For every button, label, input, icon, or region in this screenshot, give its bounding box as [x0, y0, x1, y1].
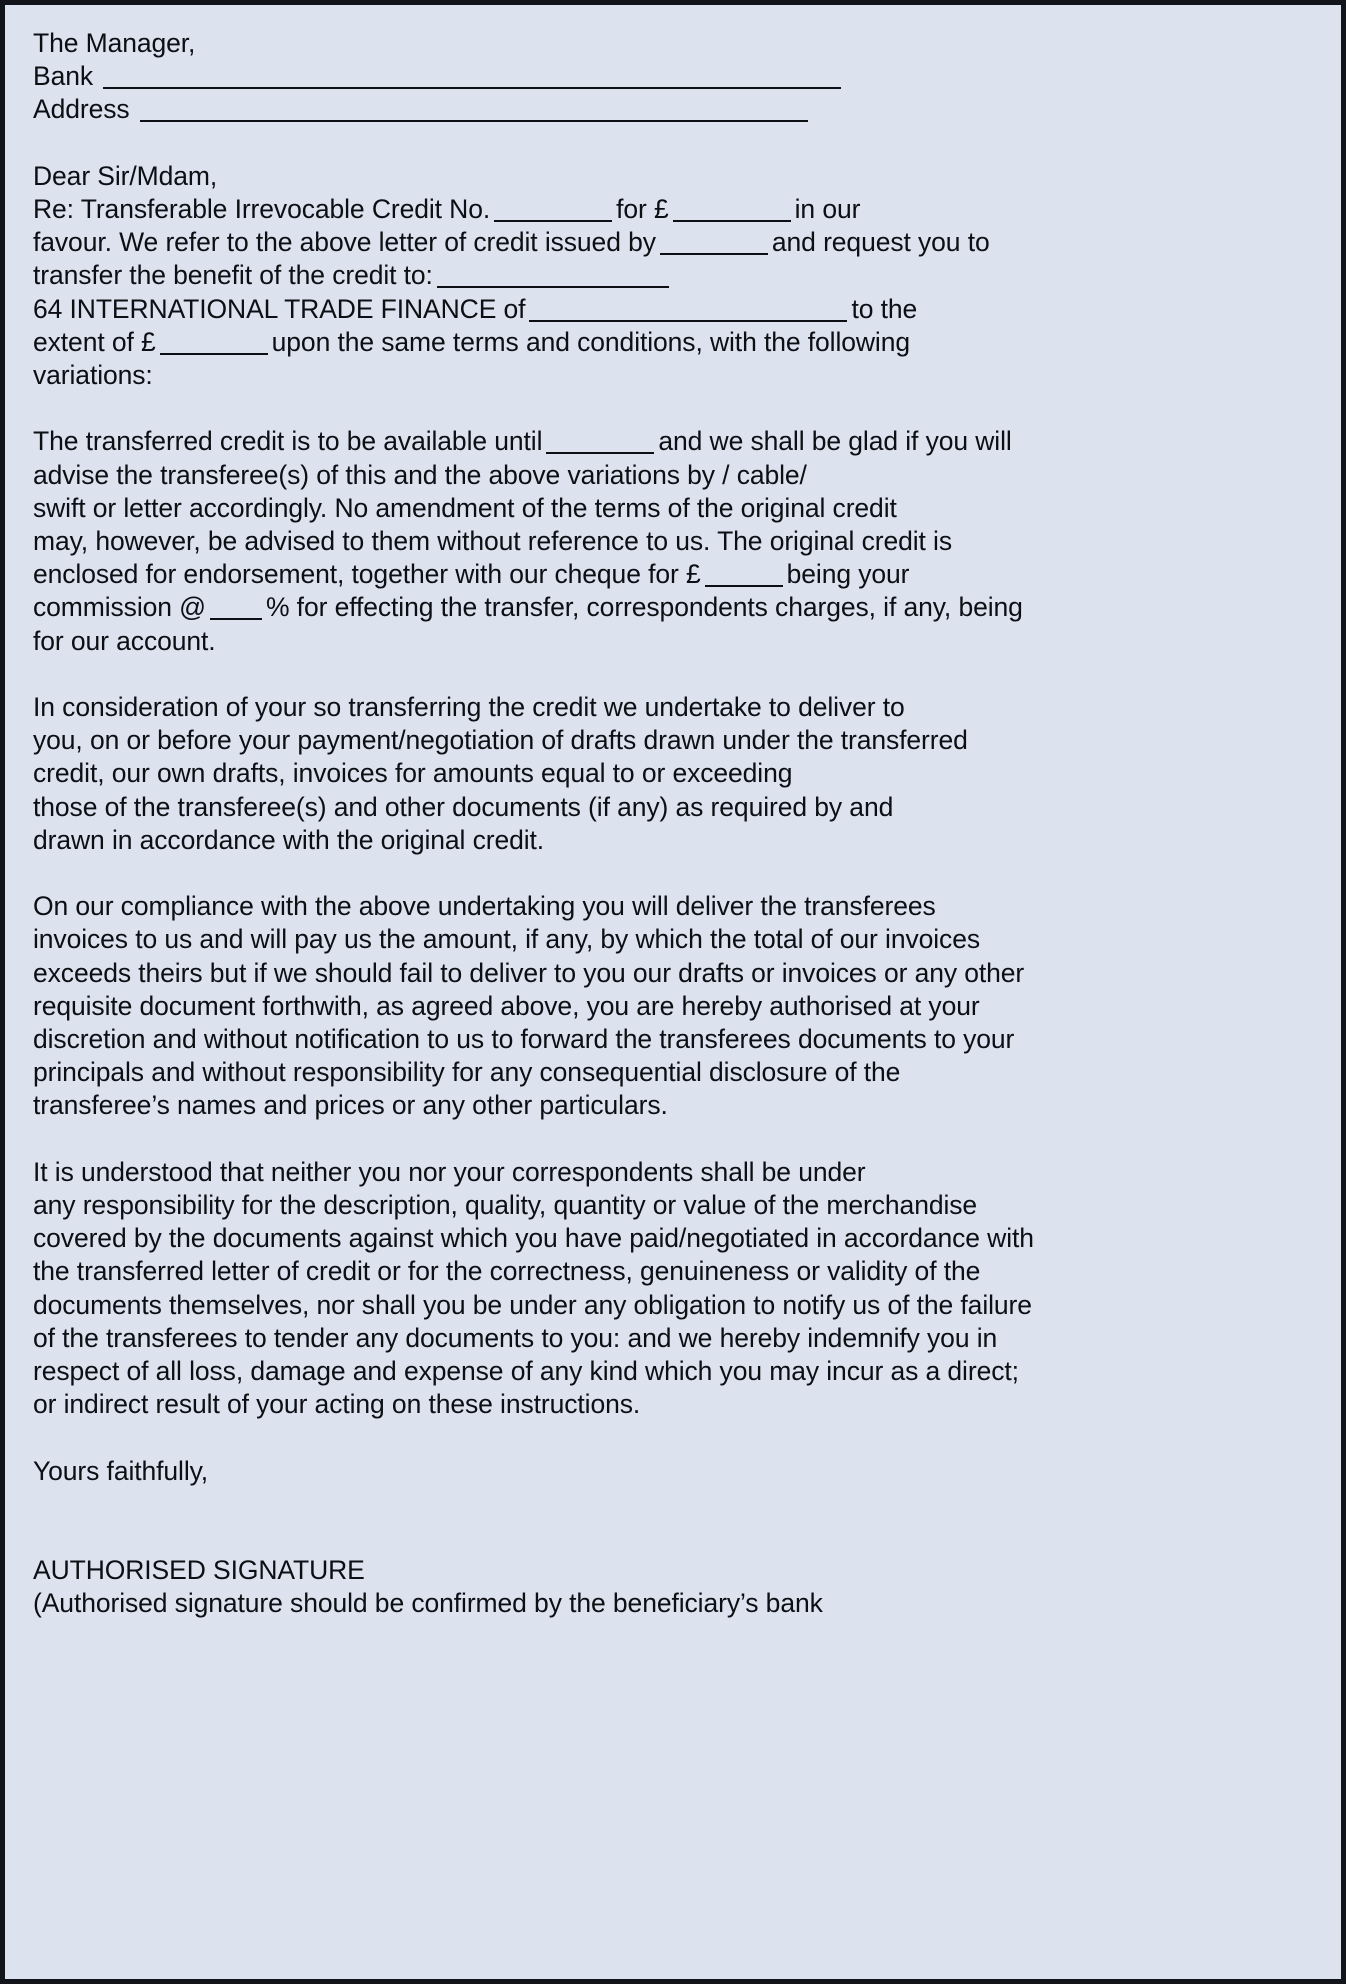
credit-amount-blank[interactable] — [673, 200, 791, 222]
transfer-benefit-line — [33, 259, 1315, 292]
salutation-line: Dear Sir/Mdam, — [33, 160, 218, 191]
consideration-line-2: you, on or before your payment/negotiation of drafts drawn under the transferred — [33, 725, 968, 756]
spacer-4 — [33, 857, 1315, 890]
transferred-line-1 — [33, 425, 1315, 458]
compliance-line-2: invoices to us and will pay us the amount, if any, by which the total of our invoices — [33, 924, 980, 955]
addressee-block — [33, 27, 1315, 127]
spacer-6 — [33, 1421, 1315, 1454]
transferred-line-6 — [33, 591, 1315, 624]
consideration-line-3: credit, our own drafts, invoices for amounts equal to or exceeding — [33, 758, 793, 789]
understood-line-7: respect of all loss, damage and expense of any kind which you may incur as a direct; — [33, 1356, 1019, 1387]
bank-blank-field[interactable] — [103, 67, 841, 89]
paragraph-understood — [33, 1156, 1315, 1422]
consideration-line-1: In consideration of your so transferring the credit we undertake to deliver to — [33, 692, 905, 723]
signature-block — [33, 1554, 1315, 1620]
transferred-text-5a: enclosed for endorsement, together with our cheque for £ — [33, 559, 701, 590]
address-line — [33, 93, 1315, 126]
consideration-line-5: drawn in accordance with the original credit. — [33, 824, 545, 855]
compliance-line-6: principals and without responsibility for any consequential disclosure of the — [33, 1057, 901, 1088]
spacer-3 — [33, 658, 1315, 691]
bank-label: Bank — [33, 61, 94, 92]
understood-line-8: or indirect result of your acting on these instructions. — [33, 1389, 641, 1420]
itf-text-b: to the — [851, 293, 918, 324]
transferred-text-6a: commission @ — [33, 592, 206, 623]
subject-prefix: Re: Transferable Irrevocable Credit No. — [33, 194, 491, 224]
paragraph-consideration — [33, 691, 1315, 857]
extent-text-a: extent of £ — [33, 326, 156, 357]
transferred-line-4: may, however, be advised to them without reference to us. The original credit is — [33, 526, 952, 557]
itf-party-blank[interactable] — [529, 300, 847, 322]
intro-block — [33, 160, 1315, 392]
favour-text-b: and request you to — [771, 227, 990, 258]
itf-line — [33, 293, 1315, 326]
transferred-line-7: for our account. — [33, 625, 216, 656]
address-label: Address — [33, 94, 130, 125]
compliance-line-3: exceeds theirs but if we should fail to deliver to you our drafts or invoices or any other — [33, 957, 1025, 988]
paragraph-transferred-credit — [33, 425, 1315, 657]
signature-title: AUTHORISED SIGNATURE — [33, 1555, 365, 1586]
subject-line — [33, 193, 1315, 226]
subject-suffix: in our — [794, 194, 861, 224]
transferred-line-5 — [33, 558, 1315, 591]
transferred-line-2: advise the transferee(s) of this and the above variations by / cable/ — [33, 459, 807, 490]
understood-line-1: It is understood that neither you nor your correspondents shall be under — [33, 1156, 866, 1187]
compliance-line-5: discretion and without notification to us to forward the transferees documents to your — [33, 1024, 1015, 1055]
consideration-line-4: those of the transferee(s) and other documents (if any) as required by and — [33, 791, 894, 822]
availability-date-blank[interactable] — [546, 432, 654, 454]
spacer-5 — [33, 1123, 1315, 1156]
issuing-bank-blank[interactable] — [660, 233, 768, 255]
document-body — [33, 27, 1315, 1621]
transferred-line-3: swift or letter accordingly. No amendment of the terms of the original credit — [33, 492, 897, 523]
address-blank-field[interactable] — [140, 100, 808, 122]
compliance-line-7: transferee’s names and prices or any other particulars. — [33, 1090, 668, 1121]
favour-line — [33, 226, 1315, 259]
variations-line: variations: — [33, 360, 153, 391]
spacer-8 — [33, 1521, 1315, 1554]
transferred-text-5b: being your — [786, 559, 910, 590]
understood-line-2: any responsibility for the description, quality, quantity or value of the merchandise — [33, 1190, 978, 1221]
paragraph-compliance — [33, 890, 1315, 1122]
transferred-text-1b: and we shall be glad if you will — [658, 426, 1012, 457]
understood-line-3: covered by the documents against which you have paid/negotiated in accordance with — [33, 1223, 1034, 1254]
valediction: Yours faithfully, — [33, 1455, 209, 1486]
manager-line: The Manager, — [33, 28, 196, 58]
transferred-text-1a: The transferred credit is to be available until — [33, 426, 543, 457]
closing-block — [33, 1455, 1315, 1488]
extent-line — [33, 326, 1315, 359]
bank-line — [33, 60, 1315, 93]
subject-mid: for £ — [616, 194, 669, 224]
understood-line-4: the transferred letter of credit or for the correctness, genuineness or validity of the — [33, 1256, 981, 1287]
commission-percent-blank[interactable] — [210, 598, 262, 620]
compliance-line-4: requisite document forthwith, as agreed above, you are hereby authorised at your — [33, 990, 980, 1021]
spacer-1 — [33, 127, 1315, 160]
transferee-blank[interactable] — [437, 266, 669, 288]
compliance-line-1: On our compliance with the above undertaking you will deliver the transferees — [33, 891, 936, 922]
extent-amount-blank[interactable] — [160, 333, 268, 355]
spacer-7 — [33, 1488, 1315, 1521]
transfer-benefit-text: transfer the benefit of the credit to: — [33, 260, 433, 291]
understood-line-6: of the transferees to tender any documents to you: and we hereby indemnify you in — [33, 1322, 998, 1353]
signature-note: (Authorised signature should be confirmed by the beneficiary’s bank — [33, 1588, 823, 1619]
extent-text-b: upon the same terms and conditions, with the following — [271, 326, 910, 357]
understood-line-5: documents themselves, nor shall you be under any obligation to notify us of the failure — [33, 1289, 1032, 1320]
itf-text-a: 64 INTERNATIONAL TRADE FINANCE of — [33, 293, 526, 324]
spacer-2 — [33, 392, 1315, 425]
favour-text-a: favour. We refer to the above letter of credit issued by — [33, 227, 656, 258]
cheque-amount-blank[interactable] — [705, 565, 783, 587]
credit-number-blank[interactable] — [494, 200, 612, 222]
transferred-text-6b: % for effecting the transfer, correspondents charges, if any, being — [265, 592, 1023, 623]
